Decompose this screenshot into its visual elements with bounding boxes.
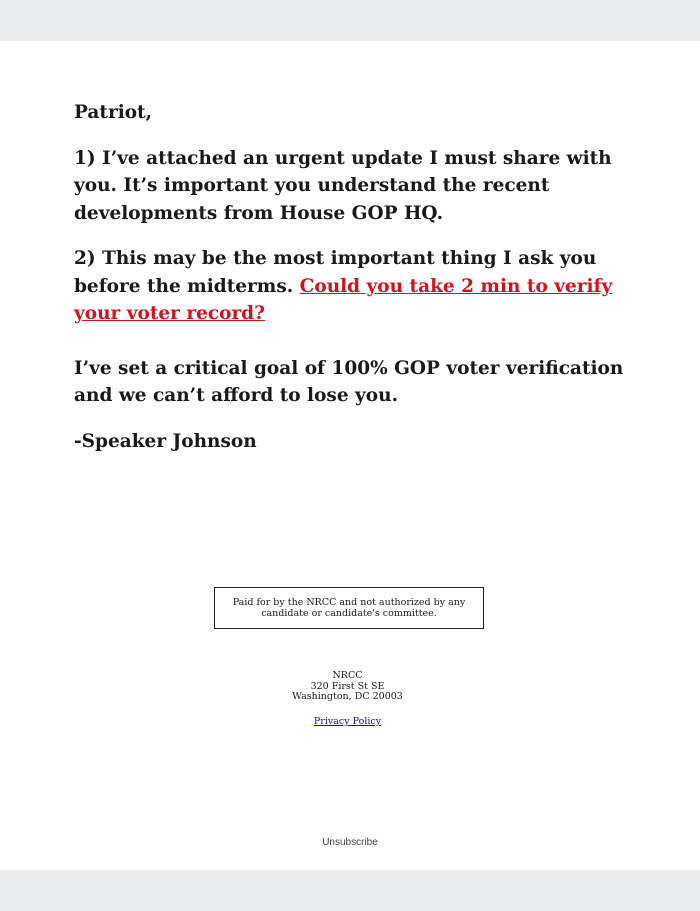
mailing-address (0, 671, 695, 703)
privacy-policy-link[interactable]: Privacy Policy (313, 716, 382, 727)
street-address: 320 First St SE (310, 680, 385, 692)
unsubscribe-link[interactable]: Unsubscribe (322, 837, 378, 848)
signature: -Speaker Johnson (74, 430, 257, 452)
city-state-zip: Washington, DC 20003 (292, 691, 403, 702)
paragraph-goal: I’ve set a critical goal of 100% GOP voter verification and we can’t afford to lose you. (74, 357, 624, 406)
privacy-row (0, 716, 695, 727)
letter-content (74, 99, 634, 473)
bottom-chrome-bar (0, 870, 700, 911)
disclaimer-line-1: Paid for by the NRCC and not authorized by any (232, 597, 466, 608)
email-body (0, 41, 700, 870)
paragraph-urgent-update: 1) I’ve attached an urgent update I must share with you. It’s important you understand the recent developments from House GOP HQ. (74, 147, 612, 224)
paragraph-request (74, 245, 634, 328)
unsubscribe-row (0, 837, 700, 849)
verify-voter-record-link[interactable]: Could you take 2 min to verify your voter record? (74, 275, 613, 324)
paid-for-disclaimer (214, 587, 484, 629)
disclaimer-line-2: candidate or candidate's committee. (261, 608, 437, 619)
paragraph-request-text: 2) This may be the most important thing I ask you before the midterms. (74, 248, 597, 297)
greeting: Patriot, (74, 102, 153, 123)
org-name: NRCC (332, 670, 363, 681)
